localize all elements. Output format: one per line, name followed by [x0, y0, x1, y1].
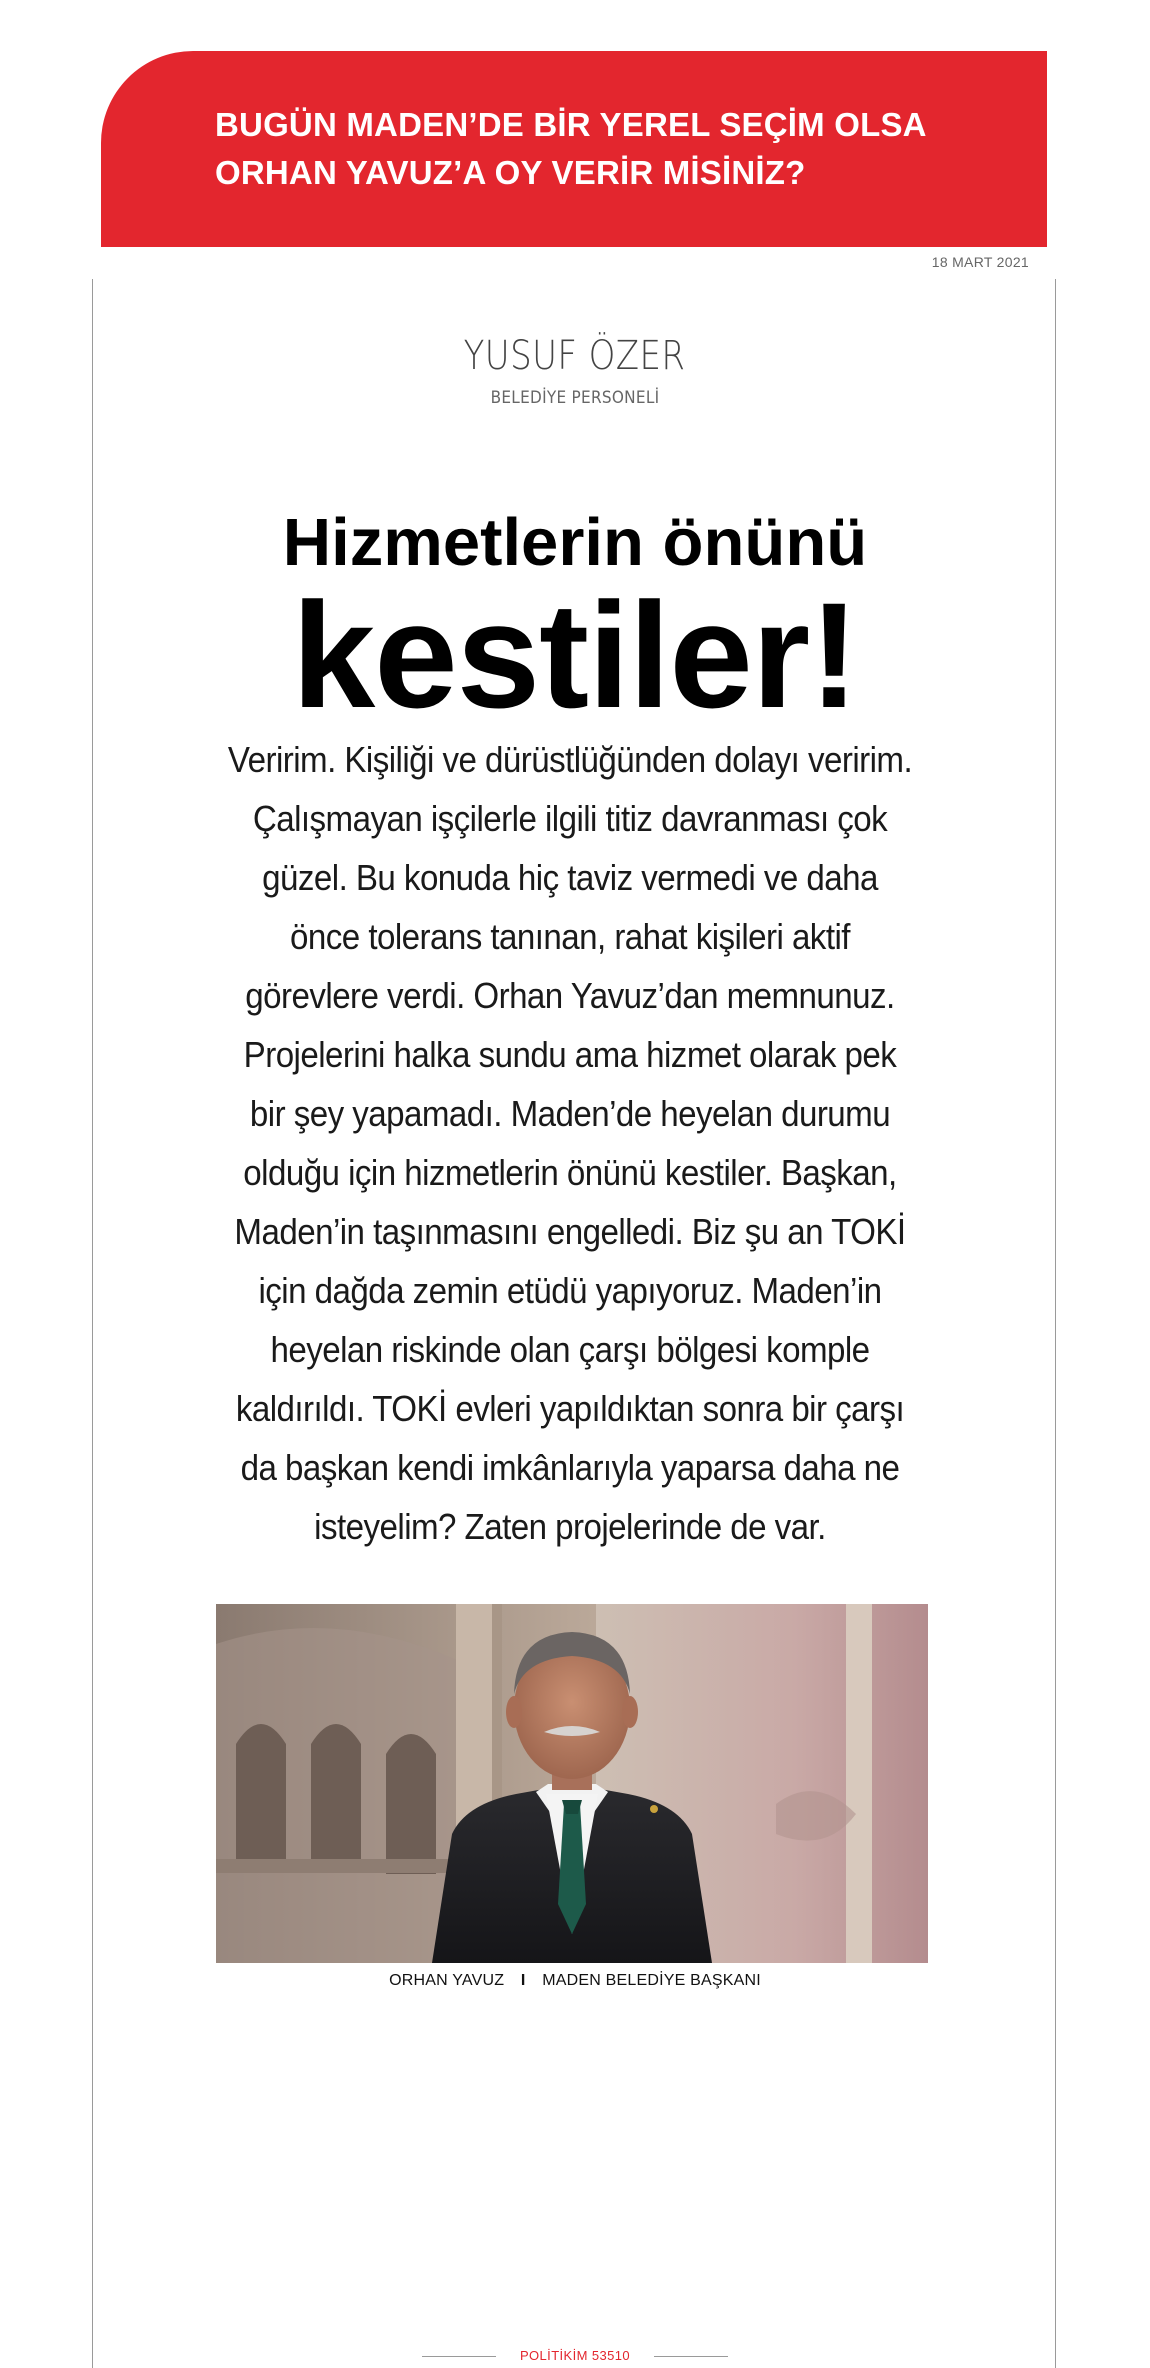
author-name: YUSUF ÖZER: [464, 333, 686, 379]
publish-date: 18 MART 2021: [931, 254, 1029, 270]
caption-name: ORHAN YAVUZ: [389, 1972, 505, 1989]
question-banner: [101, 51, 1047, 247]
article-body: Veririm. Kişiliği ve dürüstlüğünden dolayı veririm. Çalışmayan işçilerle ilgili titiz davranması çok güzel. Bu konuda hiç taviz vermedi ve daha önce tolerans tanınan, rahat kişileri aktif görevlere verdi. Orhan Yavuz’dan memnunuz. Projelerini halka sundu ama hizmet olarak pek bir şey yapamadı. Maden’de heyelan durumu olduğu için hizmetlerin önünü kestiler. Başkan, Maden’in taşınmasını engelledi. Biz şu an TOKİ için dağda zemin etüdü yapıyoruz. Maden’in heyelan riskinde olan çarşı bölgesi komple kaldırıldı. TOKİ evleri yapıldıktan sonra bir çarşı da başkan kendi imkânlarıyla yaparsa daha ne isteyelim? Zaten projelerinde de var.: [227, 739, 913, 1547]
question-line-1: BUGÜN MADEN’DE BİR YEREL SEÇİM OLSA: [215, 106, 927, 143]
question-line-2: ORHAN YAVUZ’A OY VERİR MİSİNİZ?: [215, 154, 806, 191]
footer-label: POLİTİKİM 53510: [519, 2348, 631, 2363]
photo-caption: [0, 1971, 1150, 1991]
caption-separator: I: [520, 1972, 526, 1989]
footer-rule-left: [422, 2356, 496, 2357]
page-footer: [0, 2348, 1150, 2364]
caption-title: MADEN BELEDİYE BAŞKANI: [542, 1972, 761, 1989]
author-role: BELEDİYE PERSONELİ: [490, 388, 660, 408]
headline-line-2: kestiler!: [291, 571, 859, 739]
author-block: [0, 326, 1150, 410]
headline-line-1: Hizmetlerin önünü: [282, 505, 868, 580]
footer-rule-right: [654, 2356, 728, 2357]
mayor-photo: [216, 1604, 928, 1963]
